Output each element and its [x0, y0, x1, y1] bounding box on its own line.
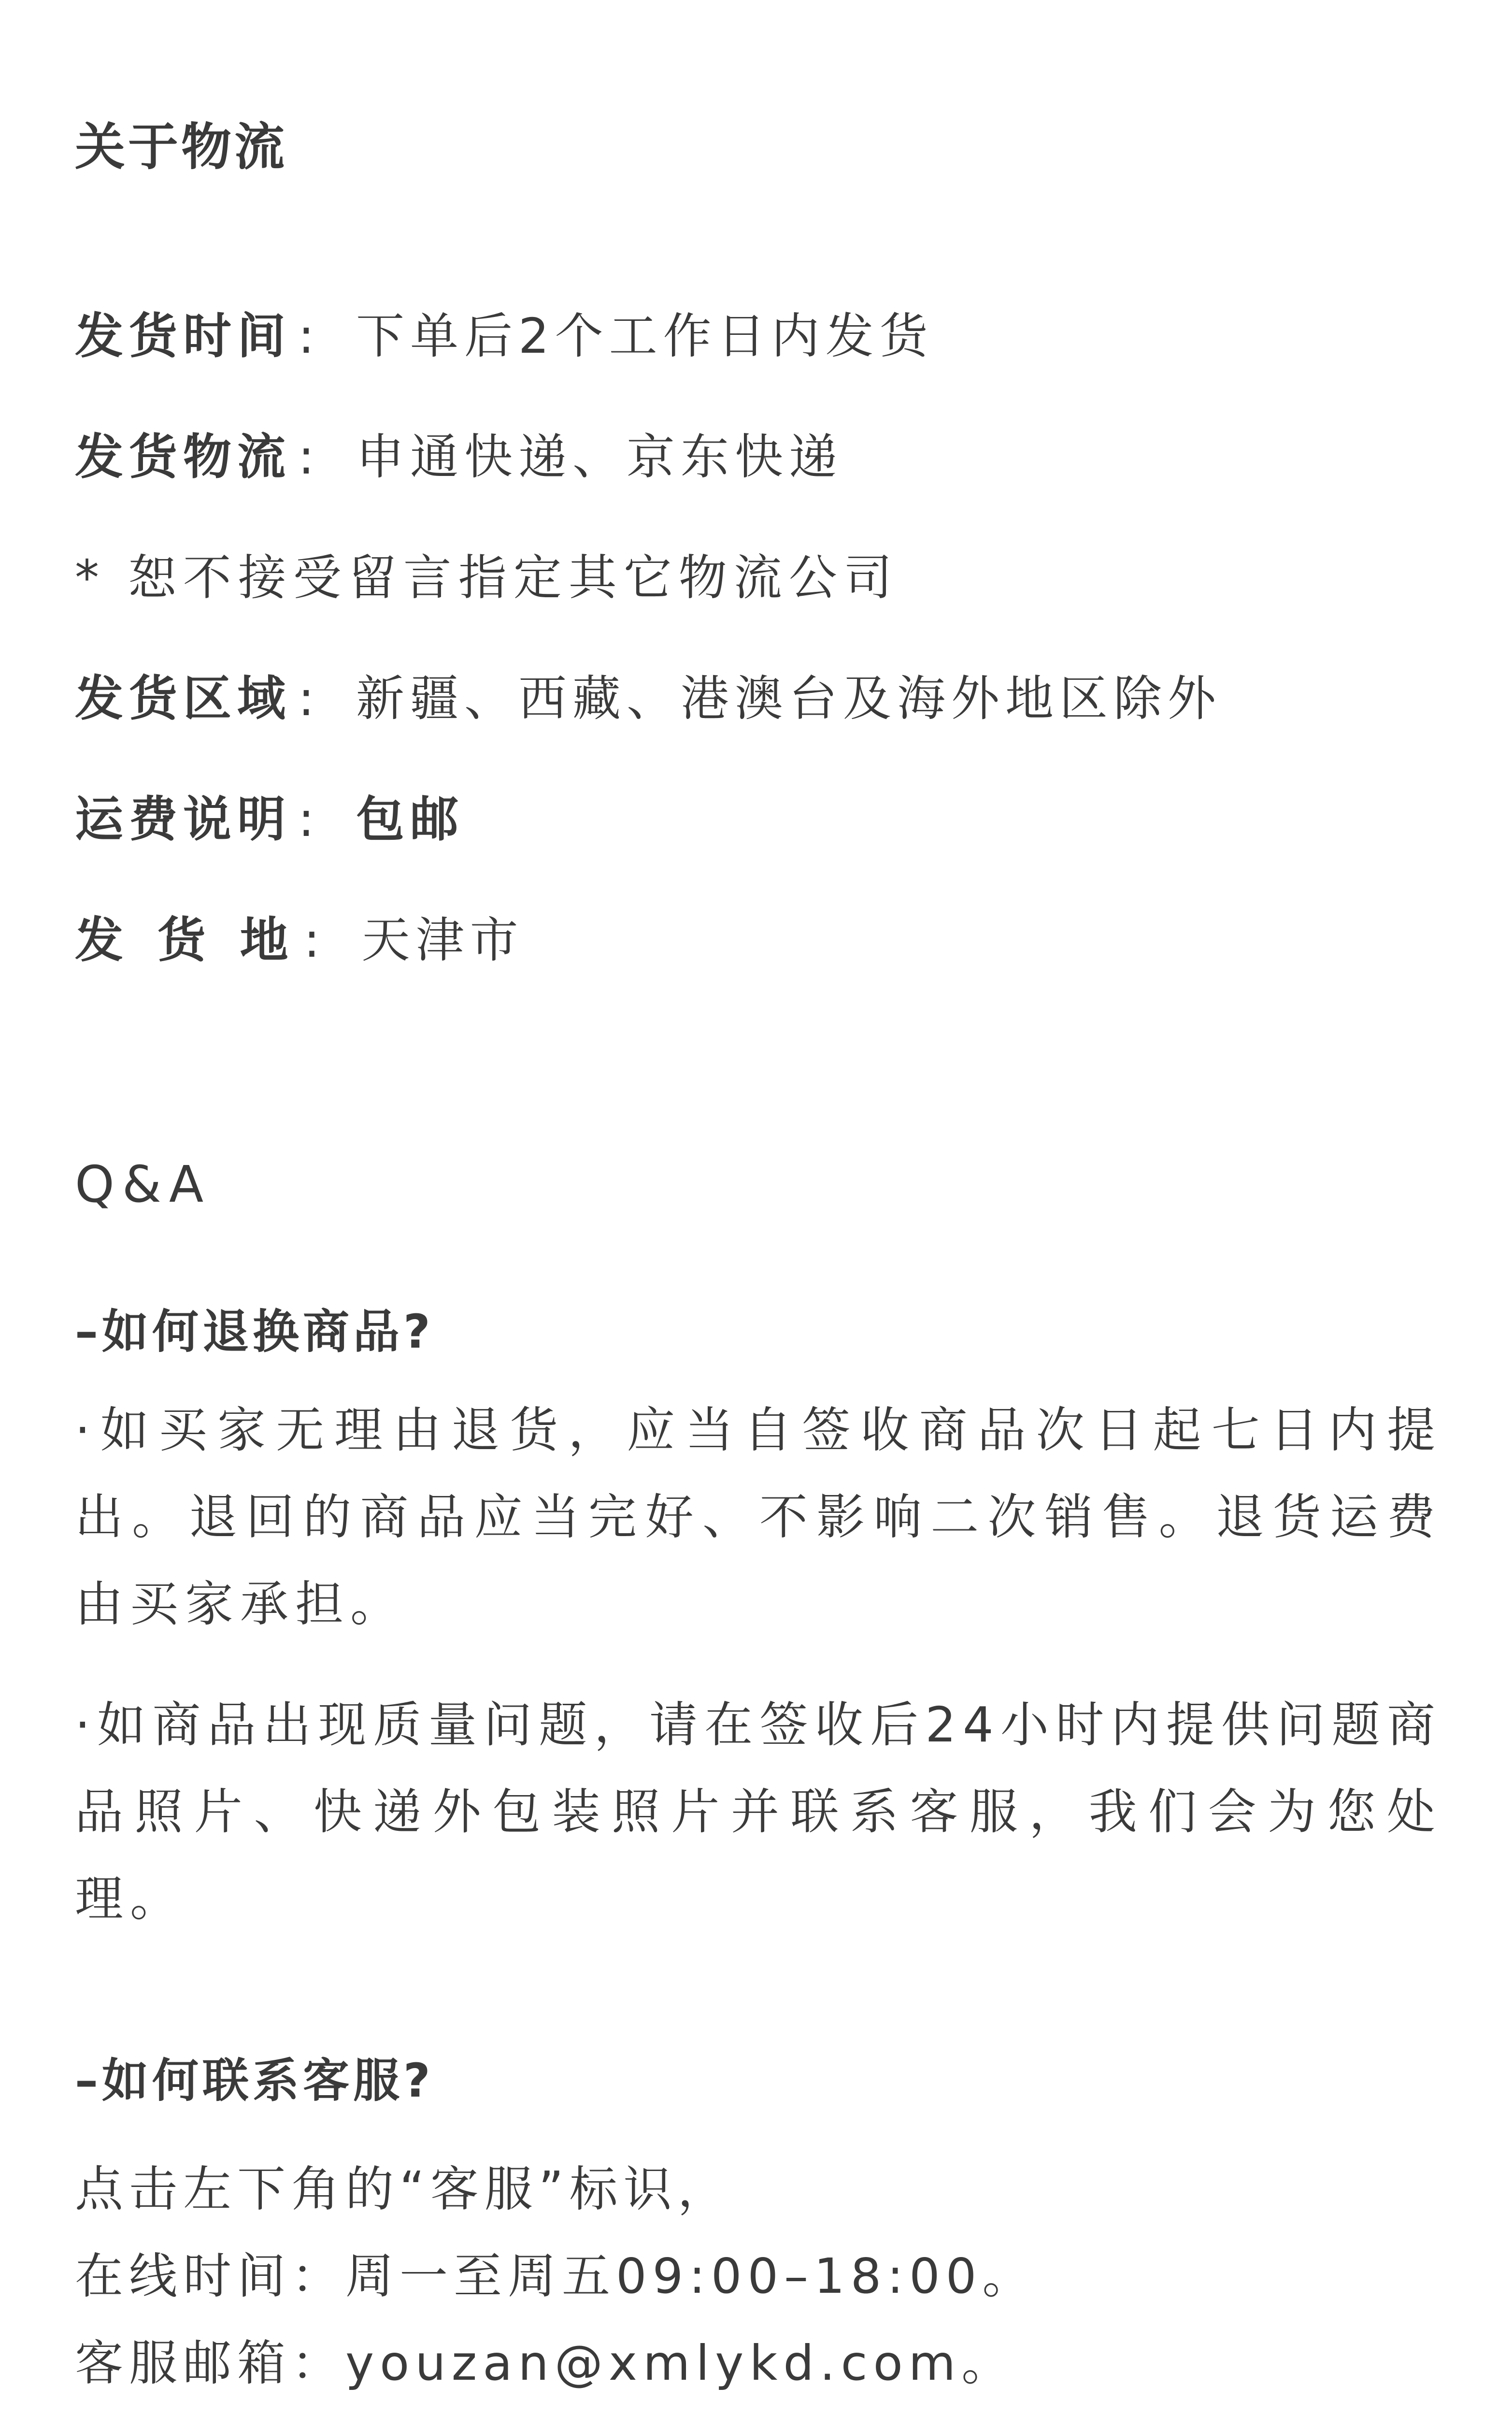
region-colon: :: [298, 670, 320, 727]
service-line-1: 点击左下角的“客服”标识，: [75, 2161, 732, 2217]
origin-colon: :: [303, 912, 326, 968]
origin-label: 发 货 地: [75, 912, 297, 968]
carrier-label: 发货物流: [75, 429, 291, 485]
return-answer-2: ·如商品出现质量问题，请在签收后24小时内提供问题商品照片、快递外包装照片并联系客服，我们会为您处理。: [75, 1697, 1442, 1927]
ship-time-label: 发货时间: [75, 308, 291, 364]
service-line-2: 在线时间：周一至周五09:00–18:00。: [75, 2248, 1037, 2304]
service-email-line: 客服邮箱：youzan@xmlykd.com。: [75, 2335, 1016, 2391]
logistics-heading: 关于物流: [75, 117, 288, 176]
origin-row: [75, 901, 524, 971]
shipping-fee-label: 运费说明: [75, 791, 291, 848]
origin-value: 天津市: [361, 912, 524, 968]
return-question: –如何退换商品?: [75, 1305, 434, 1359]
service-question: –如何联系客服?: [75, 2054, 434, 2108]
shipping-fee-value: 包邮: [356, 791, 464, 848]
ship-time-colon: :: [298, 308, 320, 364]
carrier-value: 申通快递、京东快递: [356, 429, 843, 485]
region-row: [75, 660, 1222, 729]
carrier-colon: :: [298, 429, 320, 485]
ship-time-value: 下单后2个工作日内发货: [356, 308, 934, 364]
carrier-note: * 恕不接受留言指定其它物流公司: [75, 549, 899, 606]
qa-heading: Q&A: [75, 1155, 212, 1214]
return-answer-1: ·如买家无理由退货，应当自签收商品次日起七日内提出。退回的商品应当完好、不影响二次销售。退货运费由买家承担。: [75, 1402, 1442, 1632]
shipping-fee-row: [75, 780, 464, 850]
ship-time-row: [75, 297, 934, 367]
shipping-fee-colon: :: [298, 791, 320, 848]
region-label: 发货区域: [75, 670, 291, 727]
carrier-row: [75, 418, 843, 488]
region-value: 新疆、西藏、港澳台及海外地区除外: [356, 670, 1222, 727]
